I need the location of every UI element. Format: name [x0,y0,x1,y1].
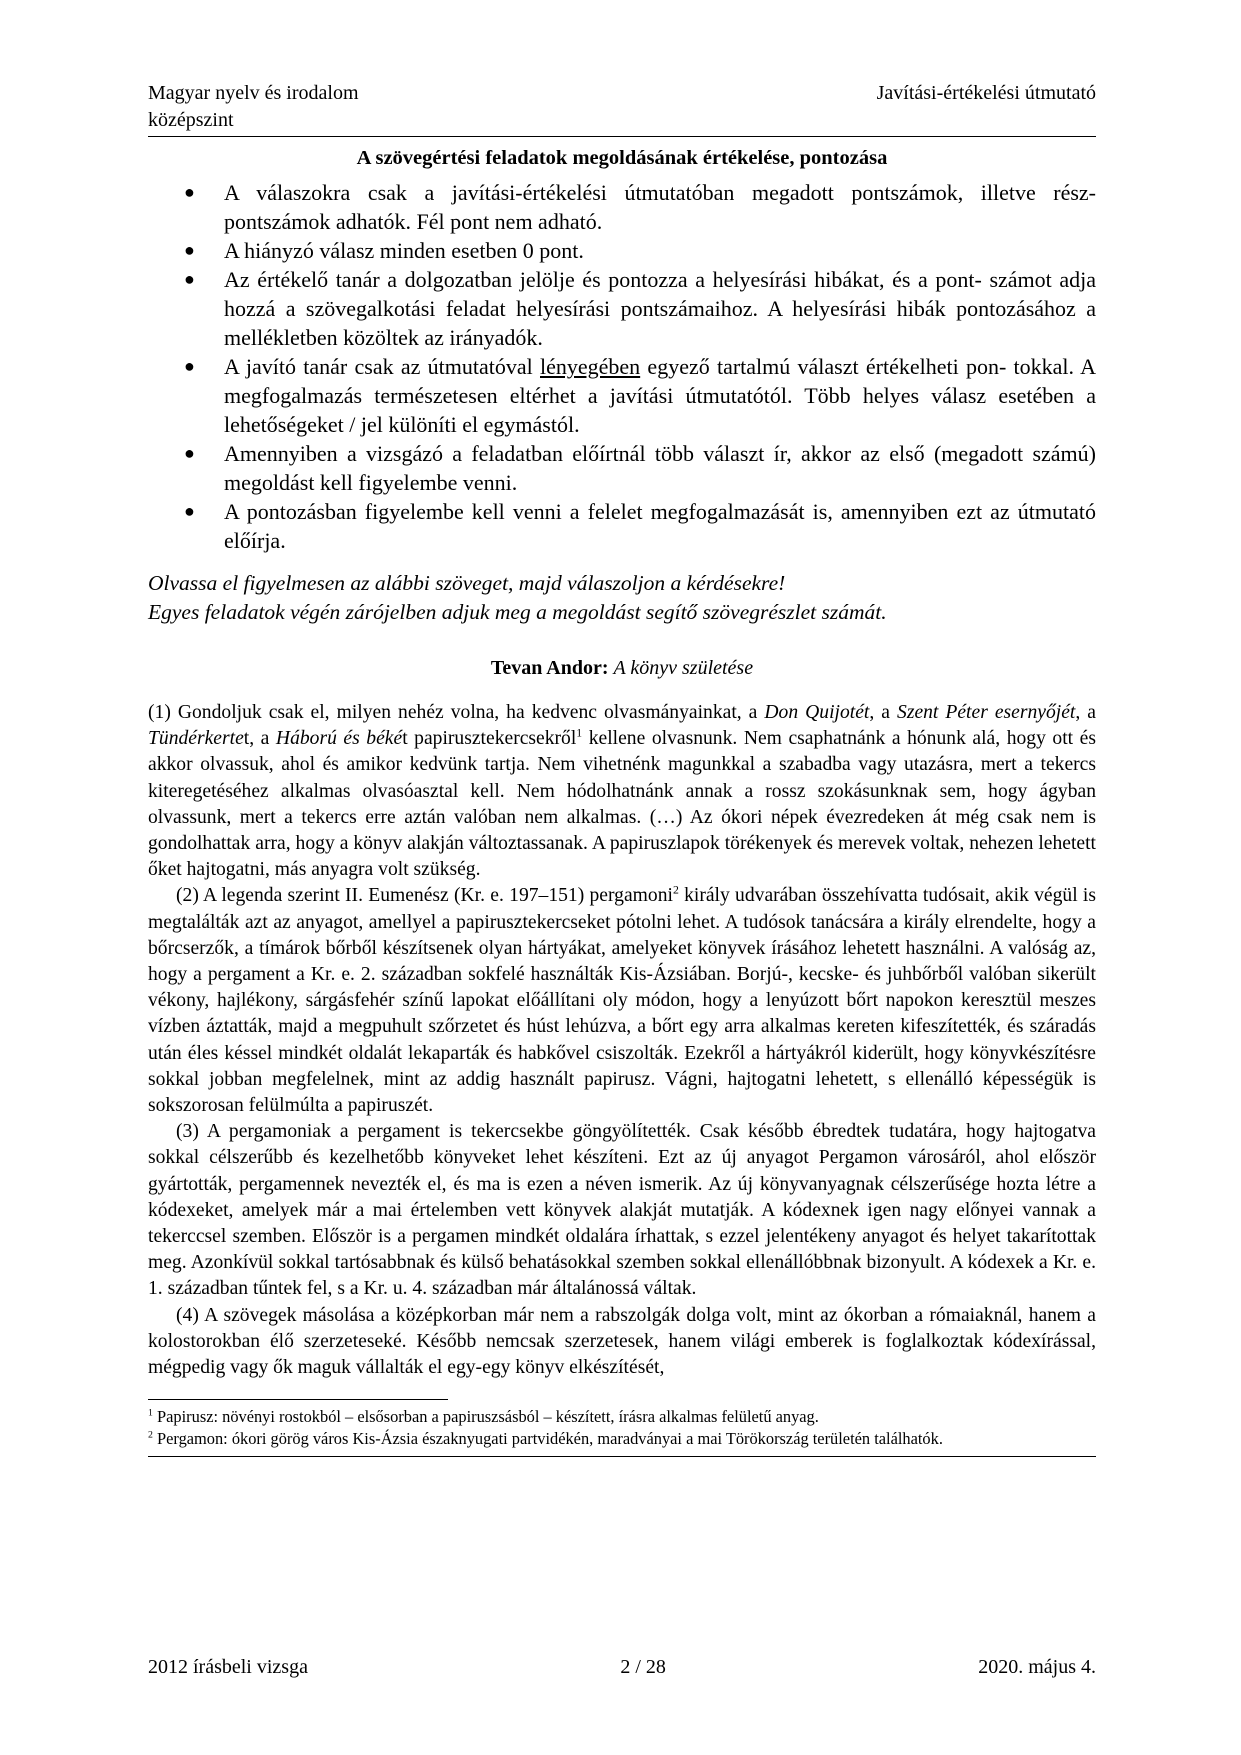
rule-item: ● A hiányzó válasz minden esetben 0 pont. [184,238,584,263]
text-source [148,657,1096,680]
rules-list [148,178,1096,555]
paragraph-2: (2) A legenda szerint II. Eumenész (Kr. e. 197–151) pergamoni$^2$ király udvarában összehívatta tudósait, akik végül is megtalálták azt az anyagot, amellyel a papirusztekercseket pótolni lehet. A tudósok tanácsára a király elrendelte, hogy a bőrcserzők, a tímárok bőrből készítsenek olyan hártyákat, amelyeket könyvek írásához lehetett használni. A valóság az, hogy a pergament a Kr. e. 2. században sokfelé használták Kis-Ázsiában. Borjú-, kecske- és juhbőrből valóban sikerült vékony, hajlékony, sárgásfehér színű lapokat előállítani oly módon, hogy a lenyúzott bőrt napokon keresztül meszes vízben áztatták, majd a megpuhult szőrzetet és húst lehúzva, a bőrt egy arra alkalmas kereten kifeszítették, és száradás után éles késsel mindkét oldalát lekaparták és habkővel csiszolták. Ezekről a hártyákról kiderült, hogy könyvkészítésre sokkal jobban megfelelnek, mint az addig használt papirusz. Vágni, hajtogatni lehetett, s ellenálló képességük is sokszorosan felülmúlta a papiruszét. [148,883,1096,1117]
footnote: $^2$ Pergamon: ókori görög város Kis-Ázsia északnyugati partvidékén, maradványai a mai Törökország területén találhatók. [148,1429,943,1449]
footer-divider [148,1456,1096,1457]
document-page [148,80,1096,1457]
header-divider [148,136,1096,137]
rule-item: ● Amennyiben a vizsgázó a feladatban előírtnál több választ ír, akkor az első (megadott számú) megoldást kell figyelembe venni. [184,441,1096,495]
level-label: középszint [148,109,234,131]
bullet-icon: ● [184,240,195,260]
page-footer [148,1656,1096,1679]
footnote-ref: 2 [672,883,679,897]
rule-item: ● A pontozásban figyelembe kell venni a felelet megfogalmazását is, amennyiben ezt az útmutató előírja. [184,499,1096,553]
bullet-icon: ● [184,269,195,289]
subject-label: Magyar nyelv és irodalom [148,82,359,104]
emphasis-underline: lényegében [540,354,641,379]
page-header [148,80,1096,134]
paragraph-4: (4) A szövegek másolása a középkorban már nem a rabszolgák dolga volt, mint az ókorban a rómaiaknál, hanem a kolostorokban élő szerzeteseké. Később nemcsak szerzetesek, hanem világi emberek is foglalkoztak kódexírással, mégpedig vagy ők maguk vállalták el egy-egy könyv elkészítését, [148,1304,1096,1379]
instructions [148,569,1096,627]
section-title: A szövegértési feladatok megoldásának értékelése, pontozása [356,147,888,169]
footnote: $^1$ Papirusz: növényi rostokból – elsősorban a papiruszsásból – készített, írásra alkalmas felületű anyag. [148,1407,819,1427]
page-number: 2 / 28 [620,1656,666,1678]
rule-item: ● Az értékelő tanár a dolgozatban jelölje és pontozza a helyesírási hibákat, és a pont- számot adja hozzá a szövegalkotási feladat helyesírási pontszámaihoz. A helyesírási hibák pontozásához a mellékletben közöltek az irányadók. [184,267,1096,350]
bullet-icon: ● [184,501,195,521]
rule-item: ● A javító tanár csak az útmutatóval lényegében egyező tartalmú választ értékelheti pon- tokkal. A megfogalmazás természetesen eltérhet a javítási útmutatótól. Több helyes válasz esetében a lehetőségeket / jel különíti el egymástól. [184,354,1096,437]
footnote-divider [148,1399,448,1400]
paragraph-1: (1) Gondoljuk csak el, milyen nehéz volna, ha kedvenc olvasmányainkat, a Don Quijotét, a Szent Péter esernyőjét, a Tündérkertet, a Háború és békét papirusztekercsekről$^1$ kellene olvasnunk. Nem csaphatnánk a hónunk alá, hogy ott és akkor olvassuk, ahol és amikor kedvünk tartja. Nem vihetnénk magunkkal a szabadba vagy utazásra, mert a tekercs kiteregetéséhez alkalmas olvasóasztal kell. Nem hódolhatnánk annak a rossz szokásunknak sem, hogy ágyban olvassunk, mert a tekercs erre aztán valóban nem alkalmas. (…) Az ókori népek évezredeken át még csak nem is gondolhattak arra, hogy a könyv alakján változtassanak. A papiruszlapok törékenyek és merevek voltak, nehezen lehetett őket hajtogatni, más anyagra volt szükség. [148,702,1096,881]
exam-code: 2012 írásbeli vizsga [148,1656,308,1678]
footnotes [148,1406,1096,1450]
rule-item: ● A válaszokra csak a javítási-értékelési útmutatóban megadott pontszámok, illetve rész- pontszámok adhatók. Fél pont nem adható. [184,180,1096,234]
instruction-line: Olvassa el figyelmesen az alábbi szöveget, majd válaszoljon a kérdésekre! [148,571,786,595]
bullet-icon: ● [184,182,195,202]
source-author: Tevan Andor: [490,657,609,679]
bullet-icon: ● [184,356,195,376]
header-left [148,80,359,134]
footnote-ref: 1 [576,726,583,740]
instruction-line: Egyes feladatok végén zárójelben adjuk meg a megoldást segítő szövegrészlet számát. [148,600,887,624]
exam-date: 2020. május 4. [978,1656,1096,1678]
bullet-icon: ● [184,443,195,463]
source-title: A könyv születése [613,657,754,679]
paragraph-3: (3) A pergamoniak a pergament is tekercsekbe göngyölítették. Csak később ébredtek tudatára, hogy hajtogatva sokkal célszerűbb és kezelhetőbb könyveket lehet készíteni. Ezt az új anyagot Pergamon városáról, ahol először gyártották, pergamennek nevezték el, és ma is ezen a néven ismerik. Az új könyvanyagnak célszerűsége hozta létre a kódexeket, amelyek már a mai értelemben vett könyvek alakját mutatják. A kódexnek igen nagy előnyei vannak a tekerccsel szemben. Először is a pergamen mindkét oldalára írhattak, s ezzel jelentékeny anyagot és helyet takarítottak meg. Azonkívül sokkal tartósabbnak és külső behatásokkal szemben sokkal ellenállóbbnak bizonyult. A kódexek a Kr. e. 1. században tűntek fel, s a Kr. u. 4. században már általánossá váltak. [148,1121,1096,1300]
reading-text [148,700,1096,1381]
doc-type-label: Javítási-értékelési útmutató [876,82,1096,104]
